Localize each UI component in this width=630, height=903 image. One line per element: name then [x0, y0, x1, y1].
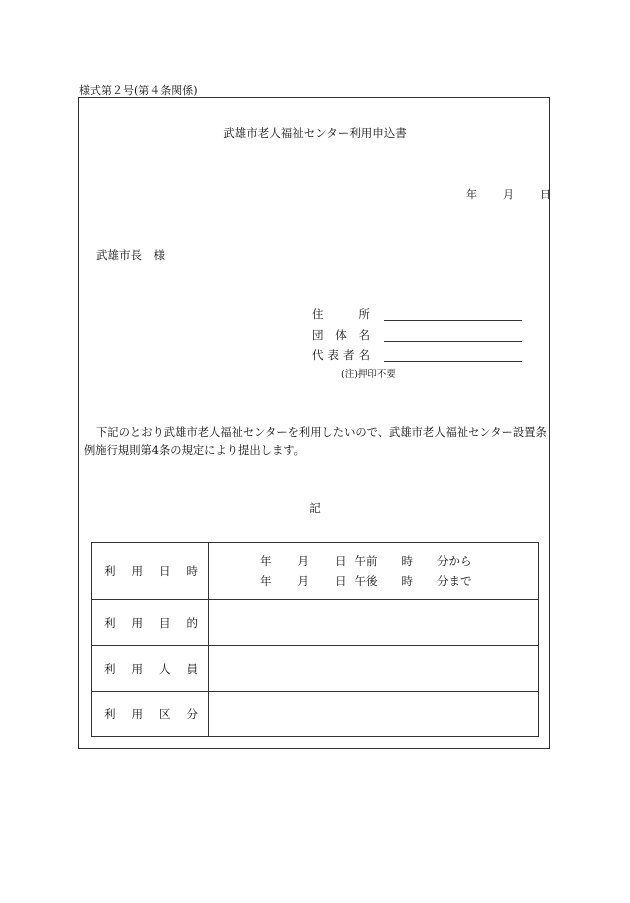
form-number: 様式第２号(第４条関係) — [79, 84, 198, 97]
datetime-value-cell[interactable] — [209, 543, 539, 600]
address-field[interactable] — [384, 320, 522, 321]
date-year: 年 — [466, 188, 477, 201]
table-row-datetime — [92, 543, 539, 600]
date-month: 月 — [503, 188, 514, 201]
table-row-category — [92, 692, 539, 737]
group-name-field[interactable] — [384, 341, 522, 342]
purpose-value-cell[interactable] — [209, 600, 539, 646]
ki-heading: 記 — [309, 501, 321, 515]
datetime-label-cell: 利 用 日 時 — [92, 543, 209, 600]
group-name-label: 団 体 名 — [312, 328, 370, 342]
headcount-label-cell: 利 用 人 員 — [92, 646, 209, 692]
date-line — [466, 186, 551, 202]
body-text: 下記のとおり武雄市老人福祉センターを利用したいので、武雄市老人福祉センター設置条例施行規則第4条の規定により提出します。 — [84, 426, 547, 457]
time-to-line: 年 月 日 午後 時 分まで — [260, 574, 472, 588]
category-value-cell[interactable] — [209, 692, 539, 737]
purpose-label-cell: 利 用 目 的 — [92, 600, 209, 646]
addressee: 武雄市長 様 — [96, 248, 165, 262]
representative-label: 代 表 者 名 — [312, 348, 370, 362]
representative-field[interactable] — [384, 361, 522, 362]
form-title: 武雄市老人福祉センター利用申込書 — [223, 126, 407, 140]
time-from-line: 年 月 日 午前 時 分から — [260, 554, 472, 568]
table-row-purpose — [92, 600, 539, 646]
headcount-value-cell[interactable] — [209, 646, 539, 692]
seal-note: (注)押印不要 — [341, 369, 396, 380]
address-label: 住 所 — [312, 307, 370, 321]
category-label-cell: 利 用 区 分 — [92, 692, 209, 737]
table-row-headcount — [92, 646, 539, 692]
date-day: 日 — [540, 188, 551, 201]
details-table — [91, 542, 539, 737]
